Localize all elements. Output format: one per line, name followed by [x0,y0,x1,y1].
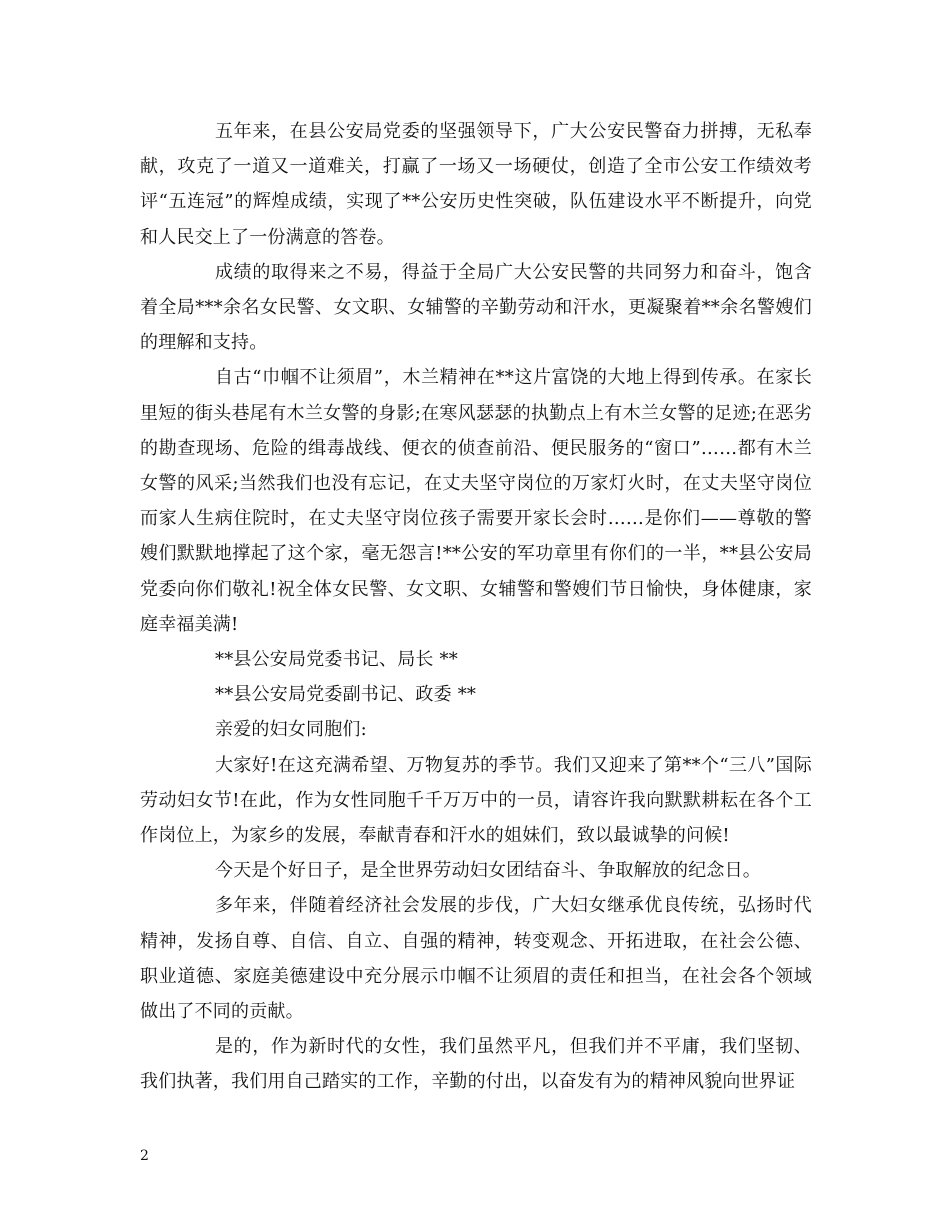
greeting-salutation: 亲爱的妇女同胞们: [215,719,367,741]
paragraph-mulan-spirit: 自古“巾帼不让须眉”，木兰精神在**这片富饶的大地上得到传承。在家长里短的街头巷尾有木兰女警的身影;在寒风瑟瑟的执勤点上有木兰女警的足迹;在恶劣的勘查现场、危险的缉毒战线、便衣的侦查前沿、便民服务的“窗口”……都有木兰女警的风采;当然我们也没有忘记，在丈夫坚守岗位的万家灯火时，在丈夫坚守岗位而家人生病住院时，在丈夫坚守岗位孩子需要开家长会时……是你们——尊敬的警嫂们默默地撑起了这个家，毫无怨言!**公安的军功章里有你们的一半，**县公安局党委向你们敬礼!祝全体女民警、女文职、女辅警和警嫂们节日愉快，身体健康，家庭幸福美满! [140,367,812,635]
document-body [140,114,812,1100]
signature-political-commissar: **县公安局党委副书记、政委 ** [215,684,477,706]
paragraph-womens-day-greeting: 大家好!在这充满希望、万物复苏的季节。我们又迎来了第**个“三八”国际劳动妇女节!在此，作为女性同胞千千万万中的一员，请容许我向默默耕耘在各个工作岗位上，为家乡的发展，奉献青春和汗水的姐妹们，致以最诚挚的问候! [140,754,812,847]
paragraph-achievements: 成绩的取得来之不易，得益于全局广大公安民警的共同努力和奋斗，饱含着全局***余名女民警、女文职、女辅警的辛勤劳动和汗水，更凝聚着**余名警嫂们的理解和支持。 [140,261,812,354]
page-number: 2 [140,1148,149,1164]
paragraph-women-contributions: 多年来，伴随着经济社会发展的步伐，广大妇女继承优良传统，弘扬时代精神，发扬自尊、自信、自立、自强的精神，转变观念、开拓进取，在社会公德、职业道德、家庭美德建设中充分展示巾帼不让须眉的责任和担当，在社会各个领域做出了不同的贡献。 [140,895,812,1023]
paragraph-commemoration-day: 今天是个好日子，是全世界劳动妇女团结奋斗、争取解放的纪念日。 [215,860,761,882]
paragraph-five-years: 五年来，在县公安局党委的坚强领导下，广大公安民警奋力拼搏，无私奉献，攻克了一道又一道难关，打赢了一场又一场硬仗，创造了全市公安工作绩效考评“五连冠”的辉煌成绩，实现了**公安历史性突破，队伍建设水平不断提升，向党和人民交上了一份满意的答卷。 [140,121,812,248]
signature-party-secretary: **县公安局党委书记、局长 ** [215,649,458,671]
paragraph-new-era-women: 是的，作为新时代的女性，我们虽然平凡，但我们并不平庸，我们坚韧、我们执著，我们用自己踏实的工作，辛勤的付出，以奋发有为的精神风貌向世界证 [140,1036,812,1093]
